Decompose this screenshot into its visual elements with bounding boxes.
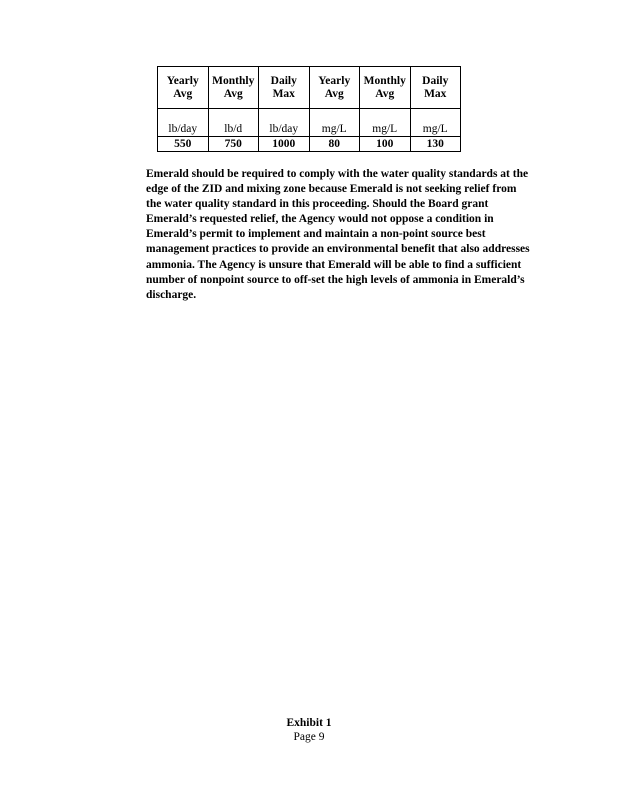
header-line1: Monthly bbox=[212, 74, 255, 87]
header-line2: Avg bbox=[375, 87, 395, 100]
unit-cell: mg/L bbox=[360, 121, 411, 137]
table-units-row bbox=[158, 121, 461, 137]
value-cell: 1000 bbox=[259, 137, 310, 152]
header-cell bbox=[410, 67, 461, 109]
header-cell bbox=[360, 67, 411, 109]
header-line1: Yearly bbox=[166, 74, 199, 87]
value-cell: 130 bbox=[410, 137, 461, 152]
unit-cell: lb/day bbox=[158, 121, 209, 137]
header-line1: Daily bbox=[422, 74, 449, 87]
table-spacer-row bbox=[158, 109, 461, 122]
value-cell: 100 bbox=[360, 137, 411, 152]
page-number: Page 9 bbox=[293, 731, 325, 743]
header-cell bbox=[158, 67, 209, 109]
header-line1: Monthly bbox=[363, 74, 406, 87]
table-values-row bbox=[158, 137, 461, 152]
header-line2: Avg bbox=[223, 87, 243, 100]
header-line2: Avg bbox=[173, 87, 193, 100]
header-line1: Yearly bbox=[318, 74, 351, 87]
header-line2: Avg bbox=[324, 87, 344, 100]
body-paragraph: Emerald should be required to comply with the water quality standards at the edge of the ZID and mixing zone because Emerald is not seeking relief from the water quality standard in this proceeding. Should the Board grant Emerald’s requested relief, the Agency would not oppose a condition in Emerald’s permit to implement and maintain a non-point source best management practices to provide an environmental benefit that also addresses ammonia. The Agency is unsure that Emerald will be able to find a sufficient number of nonpoint source to off-set the high levels of ammonia in Emerald’s discharge. bbox=[146, 168, 530, 301]
unit-cell: mg/L bbox=[309, 121, 360, 137]
header-line1: Daily bbox=[270, 74, 297, 87]
header-cell bbox=[309, 67, 360, 109]
header-line2: Max bbox=[272, 87, 295, 100]
unit-cell: lb/d bbox=[208, 121, 259, 137]
header-cell bbox=[208, 67, 259, 109]
exhibit-label: Exhibit 1 bbox=[286, 717, 332, 729]
value-cell: 550 bbox=[158, 137, 209, 152]
value-cell: 750 bbox=[208, 137, 259, 152]
unit-cell: lb/day bbox=[259, 121, 310, 137]
unit-cell: mg/L bbox=[410, 121, 461, 137]
table-header-row bbox=[158, 67, 461, 109]
header-line2: Max bbox=[424, 87, 447, 100]
effluent-limits-table bbox=[157, 66, 461, 152]
value-cell: 80 bbox=[309, 137, 360, 152]
header-cell bbox=[259, 67, 310, 109]
